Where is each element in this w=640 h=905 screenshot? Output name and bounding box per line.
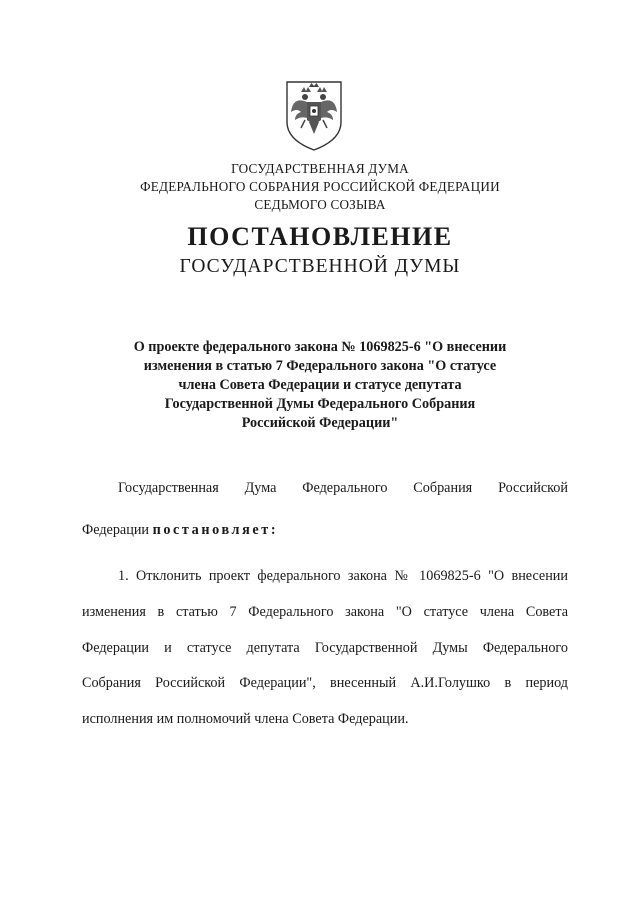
paragraph-line: изменения в статью 7 Федерального закона "О статусе члена Совета	[82, 604, 568, 620]
issuer-header	[60, 160, 580, 214]
header-line-2: ФЕДЕРАЛЬНОГО СОБРАНИЯ РОССИЙСКОЙ ФЕДЕРАЦИИ	[140, 179, 500, 194]
preamble-text: Федерации	[82, 522, 153, 538]
paragraph-line: Собрания Российской Федерации", внесенный А.И.Голушко в период	[82, 675, 568, 691]
subject-line: изменения в статью 7 Федерального закона "О статусе	[143, 358, 497, 374]
subject-line: Российской Федерации"	[241, 415, 399, 431]
coat-of-arms-emblem	[283, 78, 345, 152]
subject-line: Государственной Думы Федерального Собрания	[164, 396, 476, 412]
resolution-subject	[100, 338, 540, 433]
paragraph-line: 1. Отклонить проект федерального закона № 1069825-6 "О внесении	[118, 568, 568, 584]
header-line-1: ГОСУДАРСТВЕННАЯ ДУМА	[231, 161, 409, 176]
document-title: ПОСТАНОВЛЕНИЕ	[187, 222, 453, 251]
preamble-line	[82, 522, 568, 539]
document-subtitle: ГОСУДАРСТВЕННОЙ ДУМЫ	[179, 256, 461, 277]
paragraph-line: исполнения им полномочий члена Совета Федерации.	[82, 711, 409, 727]
subject-line: О проекте федерального закона № 1069825-6 "О внесении	[133, 339, 507, 355]
preamble-line: Государственная Дума Федерального Собрания Российской	[118, 480, 568, 496]
resolves-keyword: постановляет:	[152, 522, 279, 538]
paragraph-line: Федерации и статусе депутата Государственной Думы Федерального	[82, 640, 568, 656]
subject-line: члена Совета Федерации и статусе депутата	[178, 377, 462, 393]
header-line-3: СЕДЬМОГО СОЗЫВА	[254, 197, 386, 212]
